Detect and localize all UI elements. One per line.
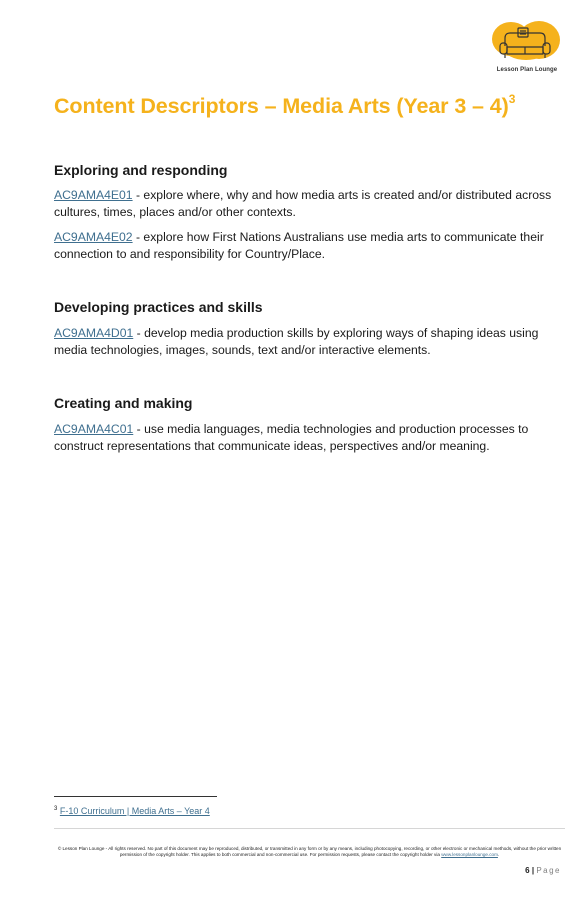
descriptor-text: - explore how First Nations Australians use media arts to communicate their connection to and responsibility for Country/Place.	[54, 230, 544, 261]
section-heading-exploring: Exploring and responding	[54, 162, 228, 178]
descriptor-code-link[interactable]: AC9AMA4E01	[54, 188, 133, 202]
page-number-value: 6	[525, 866, 530, 875]
title-footnote-ref[interactable]: 3	[508, 92, 516, 106]
lesson-plan-lounge-logo	[491, 18, 563, 78]
descriptor-code-link[interactable]: AC9AMA4C01	[54, 422, 134, 436]
copyright-notice	[54, 846, 565, 859]
copyright-link-suffix: .	[497, 852, 500, 858]
copyright-text: © Lesson Plan Lounge - All rights reserved. No part of this document may be reproduced, distributed, or transmitted in any form or by any means, including photocopying, recording, or other electronic or mechanical methods, without the prior written permission of the copyright holder. This applies to both commercial and non-commercial use. For permission requests, please contact the copyright holder via	[57, 846, 562, 858]
descriptor-code-link[interactable]: AC9AMA4E02	[54, 230, 133, 244]
footnote-number: 3	[54, 806, 58, 812]
descriptor-item	[54, 229, 564, 263]
page-title-text: Content Descriptors – Media Arts (Year 3 – 4)	[54, 94, 509, 119]
logo-text: Lesson Plan Lounge	[496, 67, 558, 73]
page-number: 6 | Page	[525, 866, 561, 875]
descriptor-code-link[interactable]: AC9AMA4D01	[54, 326, 134, 340]
footer-divider	[54, 828, 565, 829]
section-heading-creating: Creating and making	[54, 395, 193, 411]
descriptor-text: - explore where, why and how media arts is created and/or distributed across cultures, times, places and/or other contexts.	[54, 188, 552, 219]
descriptor-item	[54, 325, 564, 359]
descriptor-item	[54, 421, 564, 455]
footnote-divider	[54, 796, 217, 797]
page-title	[54, 94, 515, 119]
section-heading-developing: Developing practices and skills	[54, 299, 263, 315]
footnote	[54, 806, 210, 816]
descriptor-item	[54, 187, 564, 221]
descriptor-text: - develop media production skills by exploring ways of shaping ideas using media technologies, images, sounds, text and/or interactive elements.	[54, 326, 539, 357]
sofa-logo-icon	[491, 18, 563, 66]
website-link[interactable]: www.lessonplanlounge.com	[441, 852, 498, 858]
descriptor-text: - use media languages, media technologies and production processes to construct representations that communicate ideas, perspectives and/or meaning.	[54, 422, 529, 453]
page-label: Page	[536, 866, 561, 875]
footnote-link[interactable]: F-10 Curriculum | Media Arts – Year 4	[59, 806, 210, 816]
